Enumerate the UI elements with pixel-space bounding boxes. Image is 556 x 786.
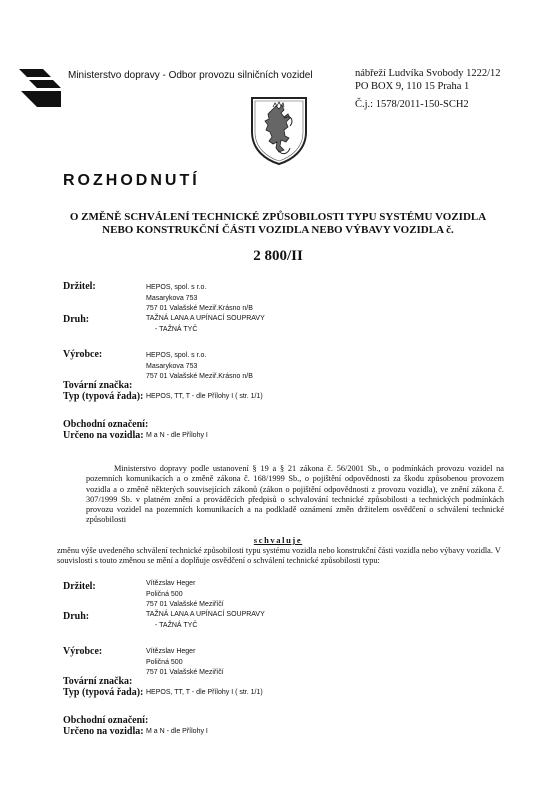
kind-label: Druh:: [63, 314, 90, 325]
holder-line: Masarykova 753: [146, 294, 198, 302]
type-value: HEPOS, TT, T - dle Přílohy I ( str. 1/1): [146, 393, 263, 400]
change-description: změnu výše uvedeného schválení technické způsobilosti typu systému vozidla nebo konstrukční části vozidla nebo výbavy vozidla. V souvislosti s touto změnou se mění a doplňuje osvědčení o schválení technické způsobilosti typu:: [57, 546, 501, 566]
intended-for-value: M a N - dle Přílohy I: [146, 432, 208, 439]
address-line: PO BOX 9, 110 15 Praha 1: [355, 80, 470, 92]
manufacturer-value: [146, 647, 224, 679]
manufacturer-line: HEPOS, spol. s r.o.: [146, 352, 207, 359]
manufacturer-line: 757 01 Valašské Meziř.Krásno n/B: [146, 373, 253, 380]
kind-value: [146, 314, 265, 335]
coat-of-arms: [248, 94, 310, 166]
intended-for-label: Určeno na vozidla:: [63, 726, 144, 737]
manufacturer-line: Vítězslav Heger: [146, 648, 196, 655]
heading-line: NEBO KONSTRUKČNÍ ČÁSTI VOZIDLA NEBO VÝBAVY VOZIDLA č.: [102, 224, 454, 236]
manufacturer-line: 757 01 Valašské Meziříčí: [146, 669, 224, 676]
approves-heading: schvaluje: [253, 535, 303, 545]
heading-line: O ZMĚNĚ SCHVÁLENÍ TECHNICKÉ ZPŮSOBILOSTI TYPU SYSTÉMU VOZIDLA: [69, 211, 487, 223]
holder-line: 757 01 Valašské Meziříčí: [146, 601, 224, 608]
holder-line: Vítězslav Heger: [146, 580, 196, 587]
trade-name-label: Obchodní označení:: [63, 419, 149, 430]
trademark-label: Tovární značka:: [63, 676, 133, 687]
manufacturer-value: [146, 351, 253, 383]
ministry-address: [355, 68, 501, 93]
intended-for-label: Určeno na vozidla:: [63, 430, 144, 441]
trade-name-label: Obchodní označení:: [63, 715, 149, 726]
reference-number: Č.j.: 1578/2011-150-SCH2: [355, 99, 469, 110]
holder-label: Držitel:: [63, 581, 96, 592]
manufacturer-line: Masarykova 753: [146, 362, 198, 370]
type-label: Typ (typová řada):: [63, 687, 144, 698]
manufacturer-label: Výrobce:: [63, 349, 103, 360]
type-label: Typ (typová řada):: [63, 391, 144, 402]
holder-value: [146, 579, 224, 611]
ministry-logo: [17, 67, 63, 109]
kind-line: TAŽNÁ LANA A UPÍNACÍ SOUPRAVY: [146, 315, 265, 322]
trademark-label: Tovární značka:: [63, 380, 133, 391]
manufacturer-label: Výrobce:: [63, 646, 103, 657]
holder-line: Poličná 500: [146, 590, 183, 598]
manufacturer-line: Poličná 500: [146, 658, 183, 666]
decision-body-text: Ministerstvo dopravy podle ustanovení § 19 a § 21 zákona č. 56/2001 Sb., o podmínkách provozu vozidel na pozemních komunikacích a o změně zákona č. 168/1999 Sb., o pojištění odpovědnosti za škodu způsobenou provozem vozidla a o změně některých souvisejících zákonů (zákon o pojištění odpovědnosti z provozu vozidla), ve znění zákona č. 307/1999 Sb. v platném znění a prováděcích předpisů o schvalování technické způsobilosti a technických podmínkách provozu vozidel na pozemních komunikacích a na podkladě oznámení změn držitelem osvědčení o schválení technické způsobilosti: [86, 464, 504, 525]
holder-line: 757 01 Valašské Meziř.Krásno n/B: [146, 305, 253, 312]
decision-heading: [0, 211, 556, 237]
document-title: ROZHODNUTÍ: [63, 172, 200, 189]
kind-label: Druh:: [63, 611, 90, 622]
kind-line: - TAŽNÁ TYČ: [155, 621, 198, 629]
ministry-name: Ministerstvo dopravy - Odbor provozu silničních vozidel: [68, 70, 313, 81]
holder-value: [146, 283, 253, 315]
kind-value: [146, 610, 265, 631]
kind-line: TAŽNÁ LANA A UPÍNACÍ SOUPRAVY: [146, 611, 265, 618]
kind-line: - TAŽNÁ TYČ: [155, 325, 198, 333]
type-value: HEPOS, TT, T - dle Přílohy I ( str. 1/1): [146, 689, 263, 696]
holder-label: Držitel:: [63, 281, 96, 292]
intended-for-value: M a N - dle Přílohy I: [146, 728, 208, 735]
holder-line: HEPOS, spol. s r.o.: [146, 284, 207, 291]
address-line: nábřeží Ludvíka Svobody 1222/12: [355, 68, 501, 79]
document-number: 2 800/II: [253, 248, 303, 264]
